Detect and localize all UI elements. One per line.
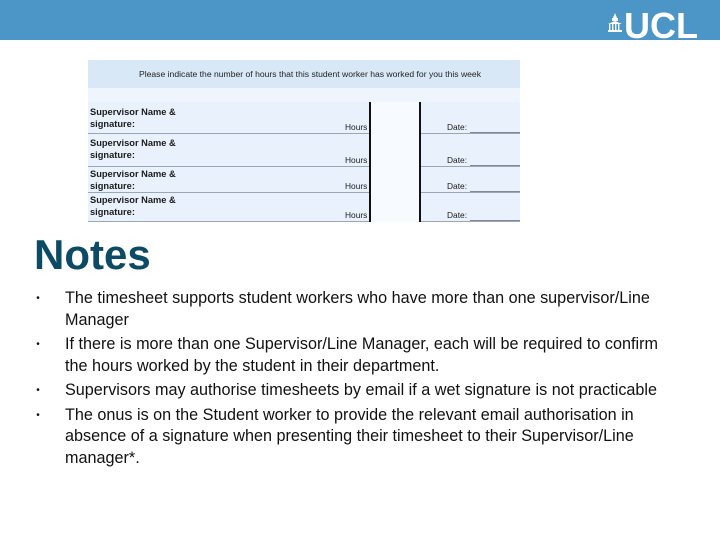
bullet-icon: • bbox=[36, 385, 40, 396]
date-label: Date: bbox=[447, 181, 468, 191]
note-item bbox=[33, 405, 673, 470]
supervisor-label: Supervisor Name & signature: bbox=[90, 169, 176, 191]
date-line bbox=[470, 220, 520, 221]
date-label: Date: bbox=[447, 122, 468, 132]
note-text: If there is more than one Supervisor/Line Manager, each will be required to confirm the hours worked by the student in their department. bbox=[65, 335, 658, 375]
hours-box bbox=[369, 134, 421, 167]
hours-box bbox=[369, 102, 421, 134]
supervisor-label: Supervisor Name & signature: bbox=[90, 107, 176, 129]
date-label: Date: bbox=[447, 210, 468, 220]
timesheet-form-image bbox=[88, 60, 520, 222]
supervisor-row bbox=[88, 134, 520, 167]
ucl-logo bbox=[607, 5, 698, 46]
note-item bbox=[33, 380, 673, 402]
bullet-icon: • bbox=[36, 409, 40, 421]
hours-box bbox=[369, 193, 421, 222]
hours-box bbox=[369, 167, 421, 193]
date-line bbox=[470, 165, 520, 166]
bullet-icon: • bbox=[36, 293, 40, 304]
page-title: Notes bbox=[34, 231, 151, 278]
notes-list bbox=[33, 288, 673, 472]
note-item bbox=[33, 288, 673, 331]
form-instruction: Please indicate the number of hours that this student worker has worked for you this week bbox=[88, 60, 520, 88]
form-spacer bbox=[88, 88, 520, 102]
hours-label: Hours bbox=[345, 122, 368, 132]
supervisor-label: Supervisor Name & signature: bbox=[90, 195, 176, 217]
bullet-icon: • bbox=[36, 339, 40, 350]
portico-icon bbox=[607, 13, 623, 33]
date-label: Date: bbox=[447, 155, 468, 165]
supervisor-row bbox=[88, 102, 520, 134]
hours-label: Hours bbox=[345, 181, 368, 191]
supervisor-label: Supervisor Name & signature: bbox=[90, 138, 176, 160]
note-item bbox=[33, 334, 673, 377]
note-text: The timesheet supports student workers who have more than one supervisor/Line Manager bbox=[65, 289, 650, 329]
date-line bbox=[470, 132, 520, 133]
note-text: The onus is on the Student worker to provide the relevant email authorisation in absence of a signature when presenting their timesheet to their Supervisor/Line manager*. bbox=[65, 405, 634, 467]
hours-label: Hours bbox=[345, 210, 368, 220]
note-text: Supervisors may authorise timesheets by email if a wet signature is not practicable bbox=[65, 381, 658, 399]
date-line bbox=[470, 191, 520, 192]
logo-text: UCL bbox=[624, 5, 698, 46]
hours-label: Hours bbox=[345, 155, 368, 165]
supervisor-row bbox=[88, 193, 520, 222]
supervisor-row bbox=[88, 167, 520, 193]
